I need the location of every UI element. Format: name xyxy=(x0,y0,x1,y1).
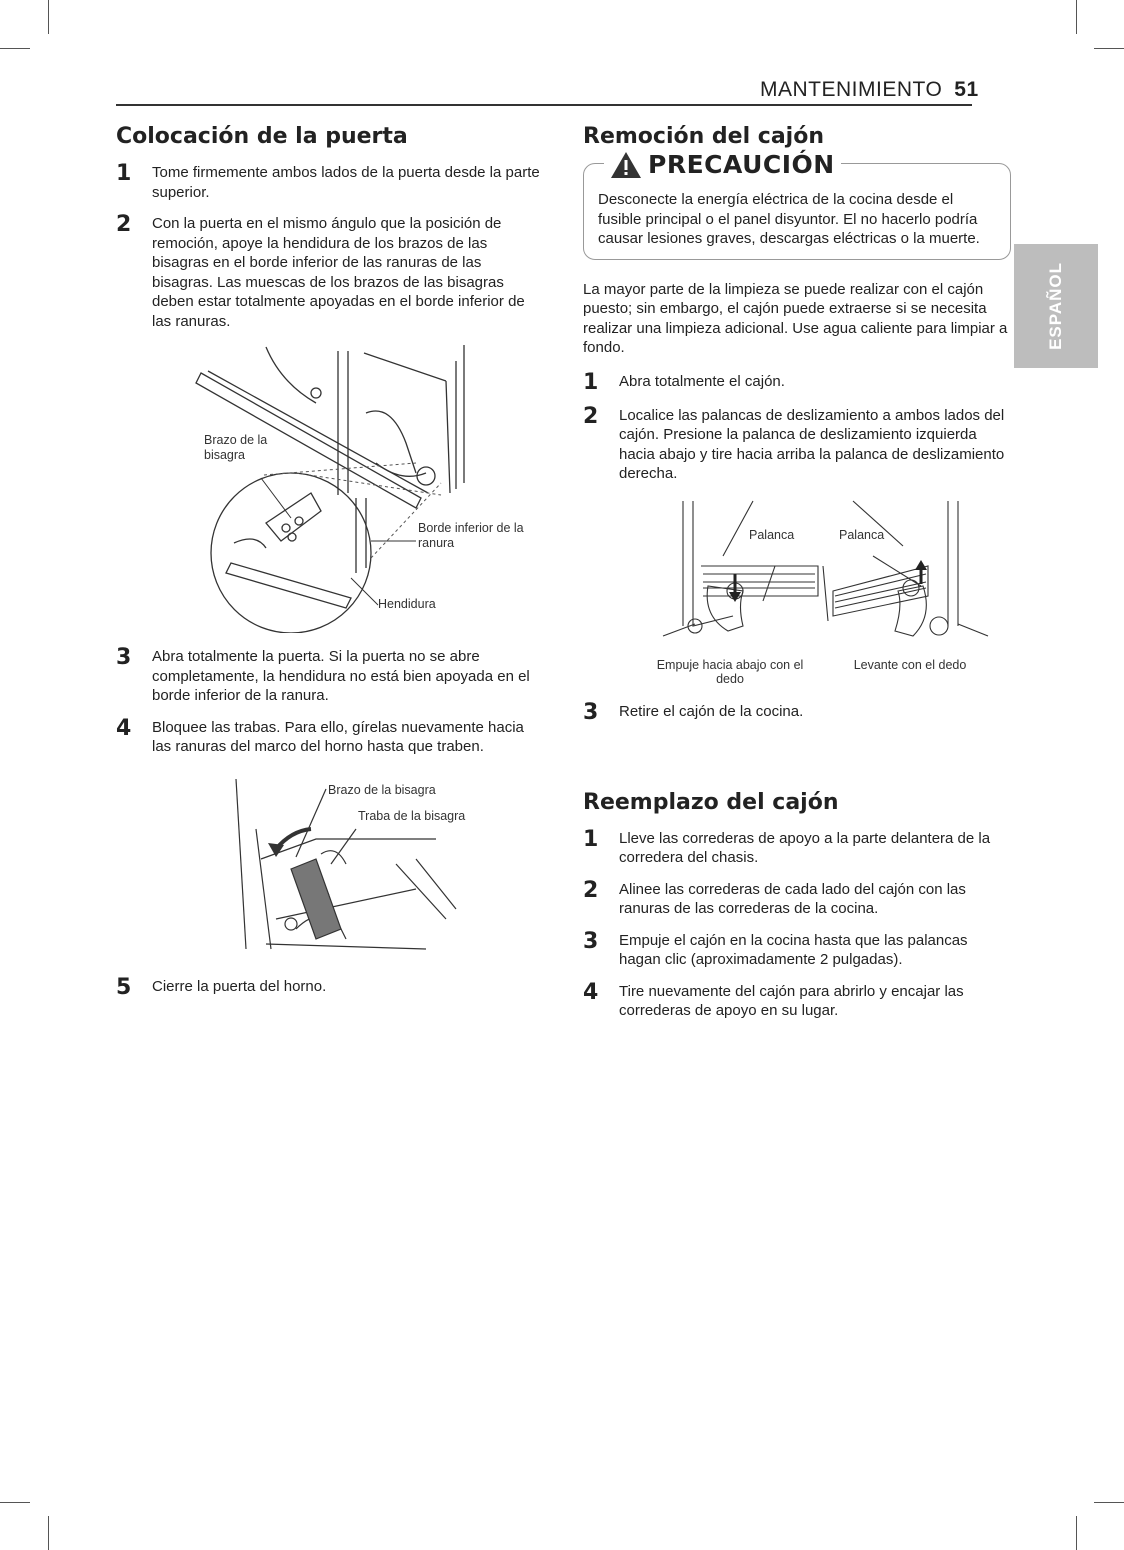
step-number: 2 xyxy=(583,877,599,903)
step-number: 2 xyxy=(583,403,599,429)
door-step-4 xyxy=(116,715,546,757)
lever-illustration xyxy=(583,496,1013,656)
replace-step-1 xyxy=(583,826,1013,868)
step-number: 4 xyxy=(116,715,132,741)
step-number: 1 xyxy=(116,161,132,186)
crop-mark xyxy=(0,48,30,49)
step-text: Cierre la puerta del horno. xyxy=(152,977,327,995)
step-text: Tire nuevamente del cajón para abrirlo y encajar las correderas de apoyo en su lugar. xyxy=(619,982,964,1019)
hinge-latch-label: Traba de la bisagra xyxy=(358,808,466,823)
step-text: Abra totalmente el cajón. xyxy=(619,372,785,390)
crop-mark xyxy=(0,1502,30,1503)
hinge-arm-label: Brazo de la bisagra xyxy=(204,433,268,462)
latch-illustration xyxy=(116,769,546,969)
page-header xyxy=(760,78,979,102)
removal-step-1 xyxy=(583,369,1013,395)
caption-push-down: Empuje hacia abajo con el dedo xyxy=(656,657,804,686)
crop-mark xyxy=(48,0,49,34)
caution-word: PRECAUCIÓN xyxy=(648,150,835,179)
language-tab-label: ESPAÑOL xyxy=(1046,262,1065,350)
step-text: Abra totalmente la puerta. Si la puerta no se abre completamente, la hendidura no está bien apoyada en el borde inferior de la ranura. xyxy=(152,648,530,704)
step-text: Lleve las correderas de apoyo a la parte delantera de la corredera del chasis. xyxy=(619,829,991,866)
step-text: Con la puerta en el mismo ángulo que la posición de remoción, apoye la hendidura de los brazos de las bisagras en el borde inferior de las ranuras de las bisagras. Las muescas de los brazos de las bisagras deben estar totalmente apoyadas en el borde inferior de las ranuras. xyxy=(152,215,525,330)
caution-text: Desconecte la energía eléctrica de la cocina desde el fusible principal o el panel disyuntor. El no hacerlo podría causar lesiones graves, descargas eléctricas o la muerte. xyxy=(598,191,980,247)
hinge-illustration xyxy=(116,343,546,633)
door-install-title: Colocación de la puerta xyxy=(116,124,408,149)
crop-mark xyxy=(1094,1502,1124,1503)
step-number: 1 xyxy=(583,826,599,852)
crop-mark xyxy=(1094,48,1124,49)
latch-drawing xyxy=(116,769,546,969)
caution-header xyxy=(604,150,841,179)
step-number: 3 xyxy=(583,928,599,954)
lever-drawing xyxy=(583,496,1013,656)
step-text: Tome firmemente ambos lados de la puerta desde la parte superior. xyxy=(152,164,540,201)
left-column xyxy=(116,124,546,1011)
right-column xyxy=(583,124,1013,1033)
step-number: 2 xyxy=(116,212,132,237)
caption-lift-up: Levante con el dedo xyxy=(853,657,967,672)
page-number: 51 xyxy=(954,78,979,101)
notch-label: Hendidura xyxy=(378,597,436,611)
step-text: Localice las palancas de deslizamiento a ambos lados del cajón. Presione la palanca de deslizamiento izquierda hacia abajo y tire hacia arriba la palanca de deslizamiento derecha. xyxy=(619,406,1005,482)
step-text: Alinee las correderas de cada lado del cajón con las ranuras de las correderas de la cocina. xyxy=(619,880,966,917)
crop-mark xyxy=(48,1516,49,1550)
removal-step-3 xyxy=(583,699,1013,725)
hinge-drawing xyxy=(116,343,546,633)
cleaning-intro: La mayor parte de la limpieza se puede realizar con el cajón puesto; sin embargo, el cajón puede extraerse si se necesita realizar una limpieza adicional. Use agua caliente para limpiar a fondo. xyxy=(583,280,1008,356)
drawer-removal-title: Remoción del cajón xyxy=(583,124,824,149)
door-step-5 xyxy=(116,974,546,1000)
hinge-arm-label: Brazo de la bisagra xyxy=(328,782,436,797)
step-number: 5 xyxy=(116,974,132,1000)
step-text: Retire el cajón de la cocina. xyxy=(619,702,804,720)
header-rule xyxy=(116,104,972,106)
step-number: 3 xyxy=(583,699,599,725)
crop-mark xyxy=(1076,0,1077,34)
warning-triangle-icon xyxy=(610,151,642,179)
step-text: Bloquee las trabas. Para ello, gírelas nuevamente hacia las ranuras del marco del horno hasta que traben. xyxy=(152,718,524,755)
door-step-1 xyxy=(116,163,546,202)
door-step-3 xyxy=(116,647,546,706)
language-tab xyxy=(1014,244,1098,368)
lever-captions xyxy=(655,658,985,686)
step-number: 4 xyxy=(583,979,599,1005)
step-number: 3 xyxy=(116,645,132,670)
replace-step-3 xyxy=(583,928,1013,970)
door-step-2 xyxy=(116,214,546,331)
caution-box xyxy=(583,150,1011,260)
section-title: MANTENIMIENTO xyxy=(760,78,943,101)
slot-edge-label: Borde inferior de la ranura xyxy=(418,521,524,550)
drawer-replace-title: Reemplazo del cajón xyxy=(583,789,839,815)
step-text: Empuje el cajón en la cocina hasta que las palancas hagan clic (aproximadamente 2 pulgadas). xyxy=(619,931,968,968)
replace-step-4 xyxy=(583,979,1013,1021)
replace-step-2 xyxy=(583,877,1013,919)
lever-label-right: Palanca xyxy=(839,527,885,542)
step-number: 1 xyxy=(583,369,599,395)
lever-label-left: Palanca xyxy=(749,527,795,542)
removal-step-2 xyxy=(583,403,1013,484)
crop-mark xyxy=(1076,1516,1077,1550)
